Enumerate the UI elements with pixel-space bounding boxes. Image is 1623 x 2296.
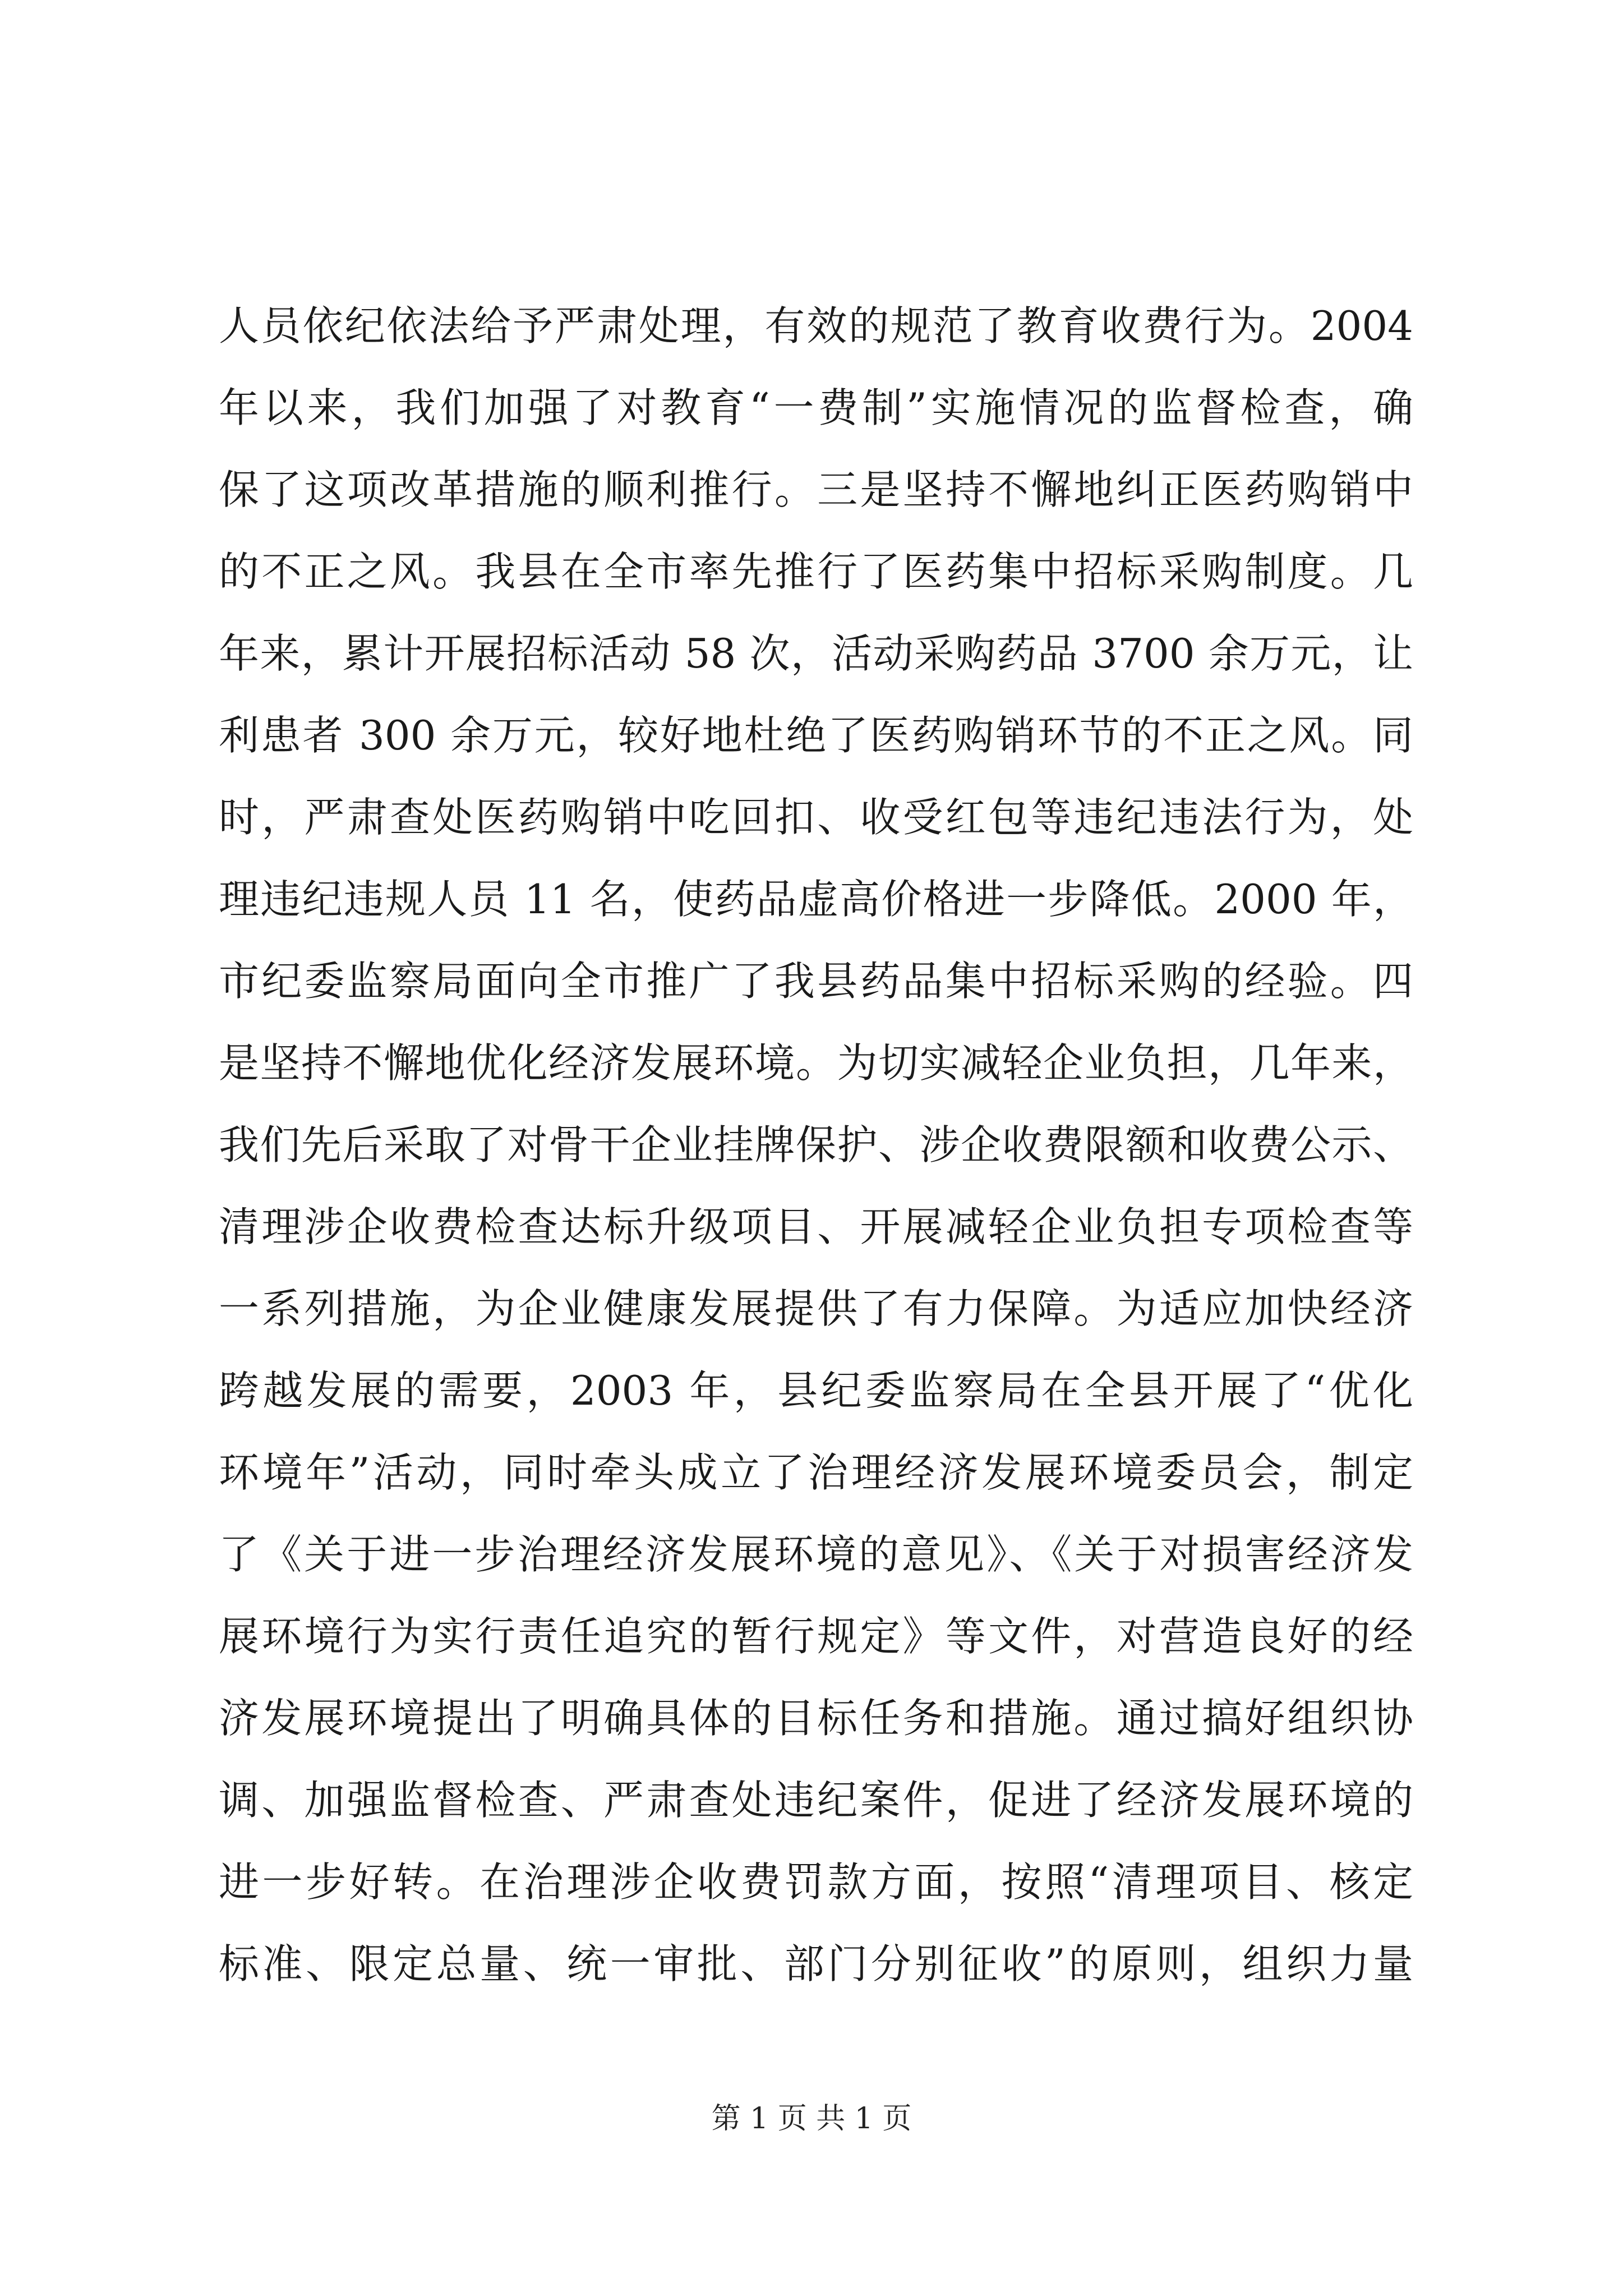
text-line: 进一步好转。在治理涉企收费罚款方面，按照“清理项目、核定 bbox=[219, 1858, 1413, 1906]
text-line: 标准、限定总量、统一审批、部门分别征收”的原则，组织力量 bbox=[219, 1940, 1413, 1987]
text-line: 济发展环境提出了明确具体的目标任务和措施。通过搞好组织协 bbox=[219, 1695, 1413, 1742]
text-line: 利患者 300 余万元，较好地杜绝了医药购销环节的不正之风。同 bbox=[219, 712, 1413, 759]
text-line: 年来，累计开展招标活动 58 次，活动采购药品 3700 余万元，让 bbox=[219, 630, 1413, 677]
text-line: 理违纪违规人员 11 名，使药品虚高价格进一步降低。2000 年， bbox=[219, 876, 1413, 923]
text-line: 跨越发展的需要，2003 年，县纪委监察局在全县开展了“优化 bbox=[219, 1367, 1413, 1414]
text-line: 市纪委监察局面向全市推广了我县药品集中招标采购的经验。四 bbox=[219, 958, 1413, 1005]
text-line: 的不正之风。我县在全市率先推行了医药集中招标采购制度。几 bbox=[219, 548, 1413, 595]
text-line: 年以来，我们加强了对教育“一费制”实施情况的监督检查，确 bbox=[219, 384, 1413, 431]
text-line: 一系列措施，为企业健康发展提供了有力保障。为适应加快经济 bbox=[219, 1285, 1413, 1332]
text-line: 保了这项改革措施的顺利推行。三是坚持不懈地纠正医药购销中 bbox=[219, 466, 1413, 513]
text-line: 清理涉企收费检查达标升级项目、开展减轻企业负担专项检查等 bbox=[219, 1203, 1413, 1250]
page-number-footer: 第 1 页 共 1 页 bbox=[711, 2102, 912, 2136]
text-line: 人员依纪依法给予严肃处理，有效的规范了教育收费行为。2004 bbox=[219, 302, 1413, 349]
body-paragraph bbox=[219, 285, 1413, 2005]
text-line: 是坚持不懈地优化经济发展环境。为切实减轻企业负担，几年来， bbox=[219, 1039, 1413, 1087]
text-line: 了《关于进一步治理经济发展环境的意见》、《关于对损害经济发 bbox=[219, 1531, 1413, 1578]
text-line: 我们先后采取了对骨干企业挂牌保护、涉企收费限额和收费公示、 bbox=[219, 1121, 1413, 1168]
text-line: 调、加强监督检查、严肃查处违纪案件，促进了经济发展环境的 bbox=[219, 1777, 1413, 1824]
text-line: 展环境行为实行责任追究的暂行规定》等文件，对营造良好的经 bbox=[219, 1613, 1413, 1660]
text-line: 时，严肃查处医药购销中吃回扣、收受红包等违纪违法行为，处 bbox=[219, 794, 1413, 841]
text-line: 环境年”活动，同时牵头成立了治理经济发展环境委员会，制定 bbox=[219, 1449, 1413, 1496]
